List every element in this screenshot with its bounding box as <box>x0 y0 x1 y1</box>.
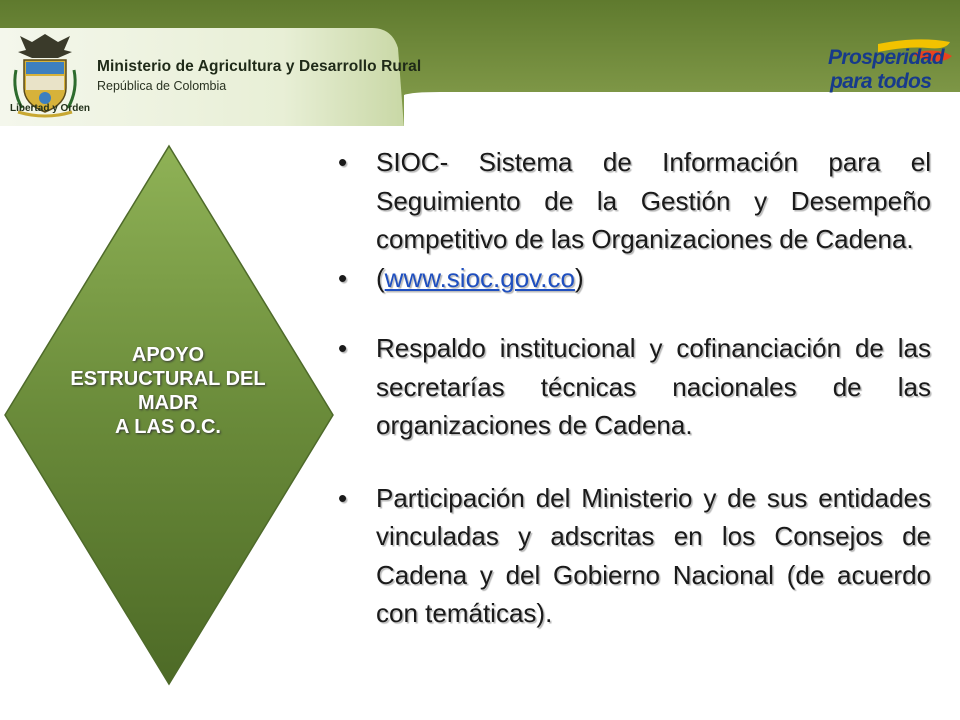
paren-close: ) <box>574 262 584 293</box>
bullet-item <box>333 329 931 445</box>
bullet-text-respaldo: Respaldo institucional y cofinanciación de las secretarías técnicas nacionales de las organizaciones de Cadena. <box>376 333 931 440</box>
bullet-text-participacion: Participación del Ministerio y de sus entidades vinculadas y adscritas en los Consejos de Cadena y del Gobierno Nacional (de acuerdo con temáticas). <box>376 482 931 628</box>
motto-text: Libertad y Orden <box>9 103 90 114</box>
diamond-line4: A LAS O.C. <box>115 416 221 438</box>
country-name: República de Colombia <box>97 79 227 93</box>
sioc-link[interactable]: www.sioc.gov.co <box>384 262 575 293</box>
paren-open: ( <box>376 262 385 293</box>
brand-line1: Prosperidad <box>828 46 944 69</box>
bullet-icon: • <box>338 147 348 177</box>
bullet-icon: • <box>338 262 348 293</box>
bullet-item <box>333 479 931 633</box>
ministry-name: Ministerio de Agricultura y Desarrollo Rural <box>97 58 422 75</box>
bullet-icon: • <box>338 333 348 363</box>
brand-line2: para todos <box>830 70 932 93</box>
bullet-icon: • <box>338 482 348 513</box>
diamond-line2: ESTRUCTURAL DEL <box>70 368 266 390</box>
diamond-line1: APOYO <box>131 344 205 366</box>
diamond-label <box>8 343 328 439</box>
bullet-text-sioc: SIOC- Sistema de Información para el Seguimiento de la Gestión y Desempeño competitivo de las Organizaciones de Cadena. <box>376 147 931 254</box>
bullet-list <box>333 143 931 633</box>
bullet-item <box>333 259 931 298</box>
diamond-line3: MADR <box>138 392 198 414</box>
bullet-item <box>333 143 931 259</box>
